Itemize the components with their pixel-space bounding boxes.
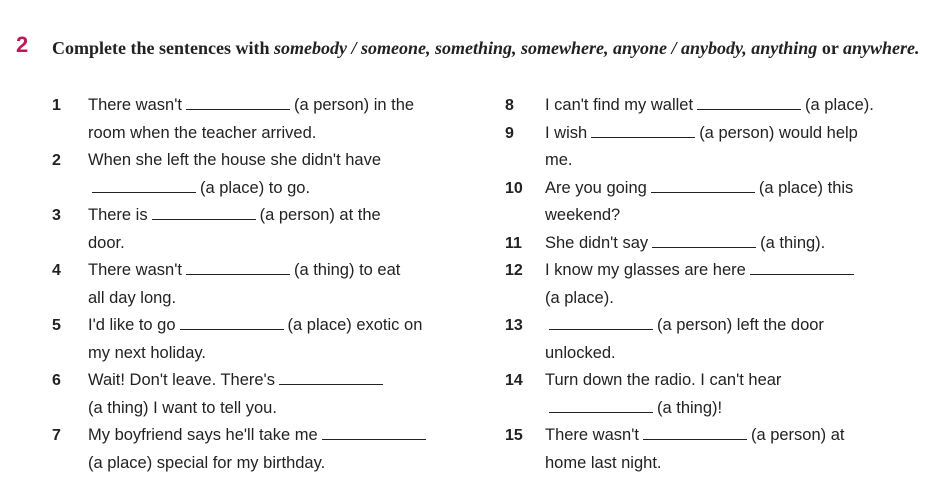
item-number: 11 [505,234,522,252]
answer-blank[interactable] [750,259,854,275]
item-text: (a person) would help [699,123,858,142]
item-text: home last night. [545,453,662,472]
item-number: 13 [505,317,523,334]
item-line [545,340,925,368]
item-number: 15 [505,427,523,444]
item-text: She didn't say [545,233,649,252]
exercise-item-13 [505,312,925,367]
exercise-item-4 [52,257,472,312]
item-line [88,395,472,423]
answer-blank[interactable] [180,314,284,330]
item-text: (a place). [545,288,614,307]
item-text: all day long. [88,288,177,307]
item-text: Turn down the radio. I can't hear [545,371,782,389]
item-text: unlocked. [545,343,616,362]
item-number: 10 [505,179,523,197]
item-number: 9 [505,124,514,142]
item-number: 4 [52,262,61,279]
item-line [545,230,925,258]
item-line [88,120,472,148]
item-line [545,120,925,148]
exercise-instruction [52,35,922,62]
item-text: (a thing) to eat [293,261,401,279]
item-line [88,340,472,368]
item-line [545,147,925,175]
answer-blank[interactable] [186,94,290,110]
item-line [88,230,472,258]
exercise-item-14 [505,367,925,422]
instruction-part: anywhere. [842,38,920,58]
left-column [52,92,472,477]
item-text: (a person) at [750,426,845,444]
item-number: 14 [505,372,523,389]
item-text: My boyfriend says he'll take me [88,426,318,444]
exercise-item-15 [505,422,925,477]
answer-blank[interactable] [652,232,756,248]
item-line [545,367,925,395]
item-text: There wasn't [545,426,639,444]
item-number: 12 [505,262,523,279]
instruction-part: or [817,38,843,58]
exercise-item-9 [505,120,925,175]
answer-blank[interactable] [279,369,383,385]
item-text: (a place) to go. [200,178,311,197]
item-text: (a person) at the [259,206,381,224]
item-line [545,422,925,450]
item-text: Wait! Don't leave. There's [88,371,275,389]
item-text: room when the teacher arrived. [88,123,317,142]
answer-blank[interactable] [186,259,290,275]
item-text: I'd like to go [88,316,176,334]
item-line [88,312,472,340]
instruction-part: somebody / someone, something, somewhere, anyone / anybody, anything [273,38,818,58]
item-text: Are you going [545,178,647,197]
item-text: (a place) special for my birthday. [88,453,326,472]
item-text: When she left the house she didn't have [88,151,382,169]
item-line [88,285,472,313]
item-text: (a person) in the [293,96,415,114]
exercise-item-7 [52,422,472,477]
item-text: (a place) exotic on [287,316,423,334]
item-text: There wasn't [88,261,182,279]
exercise-item-3 [52,202,472,257]
answer-blank[interactable] [643,424,747,440]
item-text: (a place). [805,96,874,114]
item-text: There is [88,206,148,224]
item-text: my next holiday. [88,343,206,362]
exercise-item-12 [505,257,925,312]
item-text: (a person) left the door [657,316,824,334]
item-number: 2 [52,152,61,169]
exercise-item-1 [52,92,472,147]
answer-blank[interactable] [92,177,196,193]
exercise-item-8 [505,92,925,120]
item-number: 7 [52,427,61,444]
item-text: (a place) this [758,178,854,197]
answer-blank[interactable] [322,424,426,440]
exercise-item-11 [505,230,925,258]
item-text: (a thing). [760,233,826,252]
item-number: 6 [52,372,61,389]
item-line [88,147,472,175]
item-text: weekend? [545,206,621,224]
item-line [88,202,472,230]
item-line [545,202,925,230]
instruction-part: Complete the sentences with [52,38,274,58]
item-text: I can't find my wallet [545,96,694,114]
exercise-item-6 [52,367,472,422]
item-line [545,395,925,423]
item-line [88,450,472,478]
item-line [545,312,925,340]
exercise-item-2 [52,147,472,202]
answer-blank[interactable] [152,204,256,220]
item-number: 3 [52,207,61,224]
item-text: I wish [545,123,588,142]
item-number: 5 [52,317,61,334]
answer-blank[interactable] [697,94,801,110]
item-line [88,367,472,395]
item-line [545,285,925,313]
item-line [545,450,925,478]
answer-blank[interactable] [591,122,695,138]
exercise-item-10 [505,175,925,230]
exercise-number: 2 [16,32,29,57]
item-text: I know my glasses are here [545,261,746,279]
item-text: door. [88,233,125,252]
right-column [505,92,925,477]
answer-blank[interactable] [651,177,755,193]
item-line [88,257,472,285]
item-text: (a thing) I want to tell you. [88,398,277,417]
item-number: 1 [52,97,61,114]
item-number: 8 [505,97,514,114]
item-text: (a thing)! [657,398,723,417]
item-line [545,257,925,285]
item-text: There wasn't [88,96,182,114]
answer-blank[interactable] [549,314,653,330]
item-line [88,422,472,450]
exercise-item-5 [52,312,472,367]
item-line [88,92,472,120]
item-line [88,175,472,203]
item-text: me. [545,151,573,169]
item-line [545,92,925,120]
answer-blank[interactable] [549,397,653,413]
item-line [545,175,925,203]
